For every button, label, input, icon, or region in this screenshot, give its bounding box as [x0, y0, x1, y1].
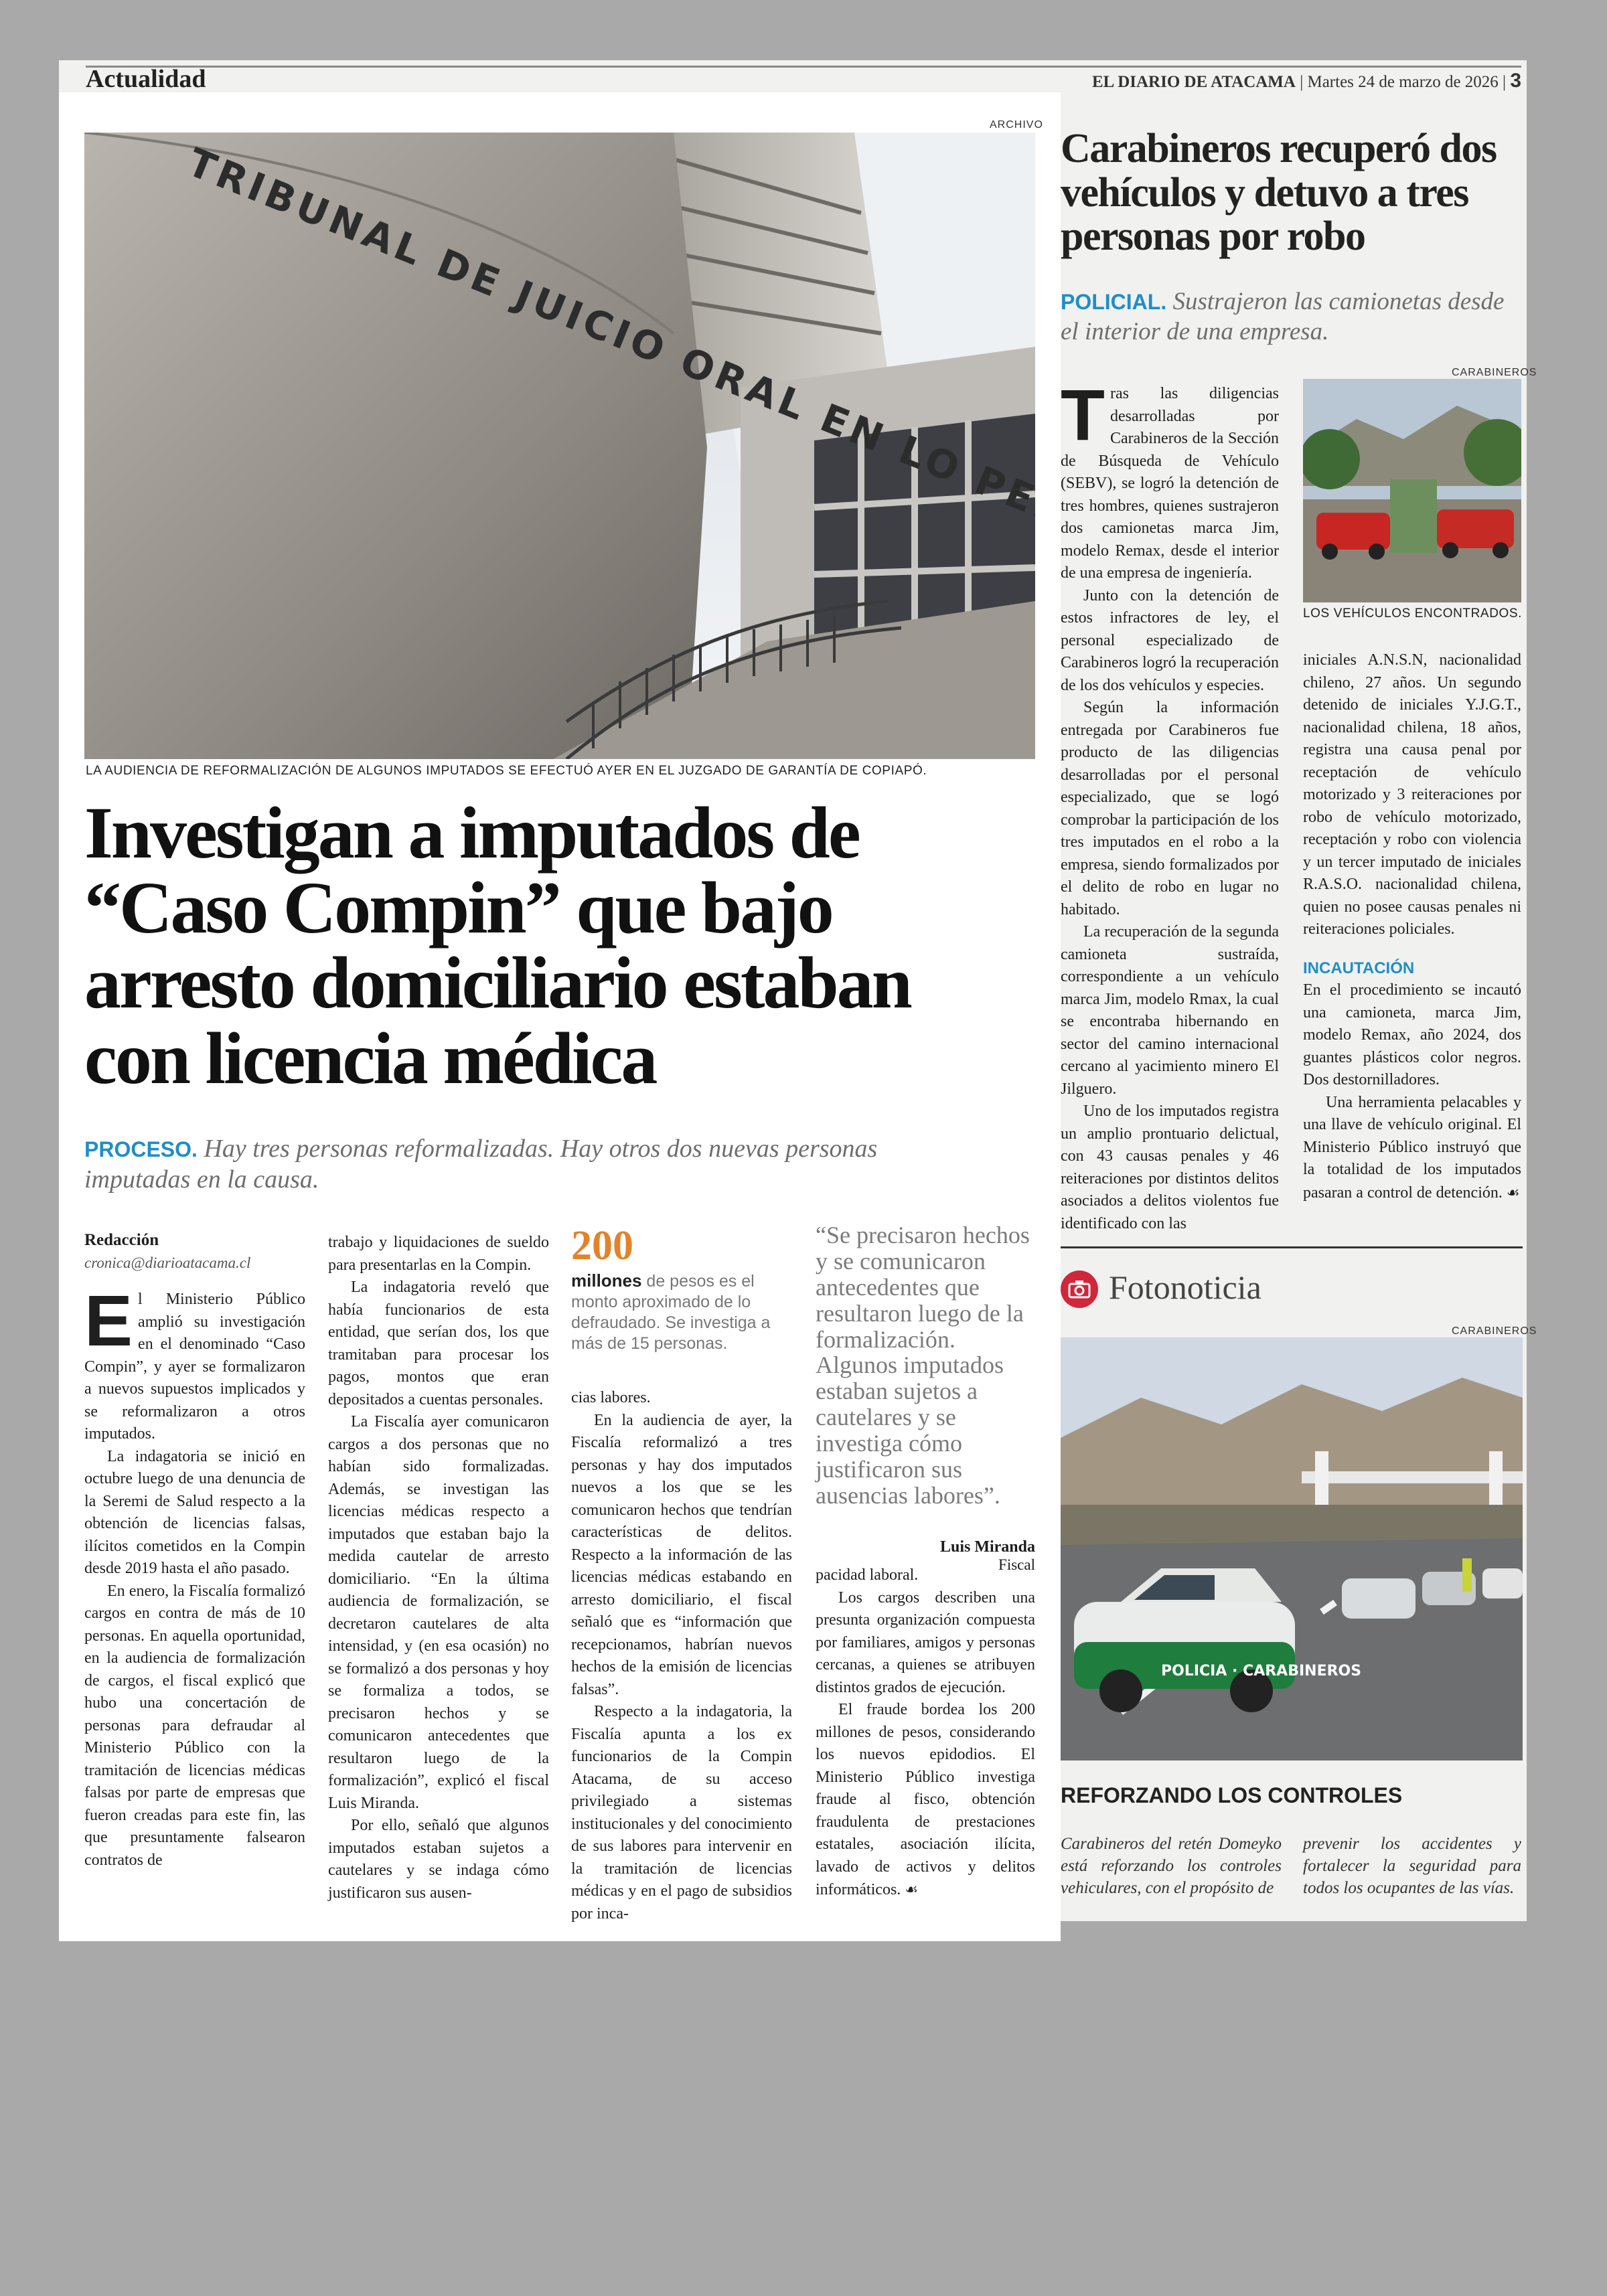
stat-unit: millones: [571, 1270, 642, 1291]
drop-cap: E: [84, 1280, 133, 1361]
main-photo-credit: ARCHIVO: [990, 119, 1043, 131]
roadblock-photo: [1061, 1337, 1523, 1760]
side-lead-text: Sustrajeron las camionetas desde el interior de una empresa.: [1061, 288, 1505, 346]
vehicles-photo: [1303, 379, 1521, 602]
stat-text: [571, 1270, 785, 1354]
side-headline: Carabineros recuperó dos vehículos y detuvo a tres personas por robo: [1061, 126, 1497, 260]
quote-role: Fiscal: [998, 1556, 1035, 1573]
main-photo: [84, 133, 1035, 759]
newspaper-name: EL DIARIO DE ATACAMA: [1091, 73, 1296, 91]
masthead: EL DIARIO DE ATACAMA | Martes 24 de marzo de 2026 | 3: [1091, 70, 1521, 92]
stat-box: [571, 1225, 785, 1354]
side-kicker: POLICIAL.: [1061, 290, 1167, 314]
courthouse-photo: [84, 133, 1035, 759]
main-lead: [84, 1133, 975, 1196]
side-column-1: [1061, 374, 1279, 1235]
paragraph: Respecto a la indagatoria, la Fiscalía apunta a los ex funcionarios de la Compin Atacama, de su acceso privilegiado a sistemas institucionales y del conocimiento de sus labores para intervenir en la tramitación de licencias médicas y en el pago de subsidios por inca-: [571, 1703, 792, 1922]
fotonoticia-caption-left: Carabineros del retén Domeyko está reforzando los controles vehiculares, con el propósito de: [1061, 1835, 1282, 1897]
fotonoticia-credit: CARABINEROS: [1452, 1325, 1537, 1337]
paragraph: pacidad laboral.: [816, 1566, 919, 1584]
paragraph: Uno de los imputados registra un amplio prontuario delictual, con 43 causas penales y 46 reiteraciones por distintos delitos asociados a delitos violentos fue identificado con las: [1061, 1102, 1279, 1232]
side-photo-caption: LOS VEHÍCULOS ENCONTRADOS.: [1303, 606, 1523, 621]
courthouse-sign-text: TRIBUNAL DE JUICIO ORAL EN LO PENAL: [181, 139, 1035, 560]
camera-icon: [1061, 1270, 1098, 1308]
paragraph: Junto con la detención de estos infractores de ley, el personal especializado de Carabineros logró la recuperación de los dos vehículos y especies.: [1061, 586, 1279, 694]
end-mark-icon: ☙: [1506, 1183, 1520, 1201]
paragraph: El Ministerio Público amplió su investigación en el denominado “Caso Compin”, y ayer se formalizaron a nuevos supuestos implicados y se reformalizaron a otros imputados.: [84, 1280, 305, 1443]
byline-name: Redacción: [84, 1231, 159, 1249]
quote-author: Luis Miranda: [939, 1538, 1035, 1556]
lead-text: Hay tres personas reformalizadas. Hay otros dos nuevas personas imputadas en la causa.: [84, 1135, 878, 1194]
drop-cap: T: [1061, 374, 1105, 455]
section-divider: [1061, 1246, 1523, 1248]
paragraph: Una herramienta pelacables y una llave de vehículo original. El Ministerio Público instruyó que la totalidad de los imputados pasaran a control de detención. ☙: [1303, 1093, 1521, 1202]
police-car-text: POLICIA · CARABINEROS: [1161, 1663, 1362, 1679]
side-subhead: INCAUTACIÓN: [1303, 959, 1415, 977]
paragraph: La Fiscalía ayer comunicaron cargos a dos personas que no habían sido formalizadas. Además, se investigan las licencias médicas respecto a imputados que estaban bajo la medida cautelar de arresto domiciliario. “En la última audiencia de formalización, se decretaron cautelares de alta intensidad, y (en esa ocasión) no se formalizó a dos personas y hoy se formaliza a todos, se precisaron hechos y se comunicaron antecedentes que resultaron luego de la formalización”, explicó el fiscal Luis Miranda.: [328, 1413, 549, 1812]
fotonoticia-header: [1061, 1269, 1523, 1309]
paragraph: Los cargos describen una presunta organización compuesta por familiares, amigos y personas cercanas, a quienes se atribuyen distintos grados de ejecución.: [816, 1588, 1035, 1696]
paragraph: Por ello, señaló que algunos imputados estaban sujetos a cautelares y se indaga cómo justificaron sus ausen-: [328, 1817, 549, 1902]
side-photo-credit: CARABINEROS: [1452, 367, 1537, 378]
pull-quote: [816, 1222, 1035, 1574]
lead-kicker: PROCESO.: [84, 1137, 198, 1161]
paragraph: La indagatoria reveló que había funcionarios de esta entidad, que serían dos, los que tramitaban para procesar los pagos, montos que eran depositados a cuentas personales.: [328, 1279, 549, 1408]
paragraph: cias labores.: [571, 1389, 651, 1406]
side-column-2: [1303, 649, 1521, 1204]
main-column-1: [84, 1229, 305, 1872]
paragraph: La recuperación de la segunda camioneta sustraída, correspondiente a un vehículo marca Jim, modelo Rmax, la cual se encontraba hibernando en sector del camino internacional cercano al yacimiento minero El Jilguero.: [1061, 923, 1279, 1098]
section-name: Actualidad: [86, 65, 206, 93]
fotonoticia-heading: REFORZANDO LOS CONTROLES: [1061, 1783, 1403, 1807]
fotonoticia-title: Fotonoticia: [1109, 1268, 1261, 1306]
page-number: 3: [1510, 70, 1521, 92]
main-column-3: [571, 1387, 792, 1925]
paragraph: En el procedimiento se incautó una camioneta, marca Jim, modelo Remax, año 2024, dos guantes plásticos color negros. Dos destornilladores.: [1303, 981, 1521, 1088]
paragraph: Según la información entregada por Carabineros fue producto de las diligencias desarrolladas por el personal especializado, que se logó comprobar la participación de los tres imputados en el robo a la empresa, siendo formalizados por el delito de robo en lugar no habitado.: [1061, 699, 1279, 918]
byline-email: cronica@diarioatacama.cl: [84, 1254, 251, 1271]
stat-description: de pesos es el monto aproximado de lo defraudado. Se investiga a más de 15 personas.: [571, 1272, 771, 1353]
side-photo: [1303, 379, 1521, 602]
main-column-4: [816, 1564, 1035, 1902]
header-rule: [86, 66, 1521, 68]
paragraph: trabajo y liquidaciones de sueldo para presentarlas en la Compin.: [328, 1234, 549, 1274]
end-mark-icon: ☙: [905, 1881, 919, 1898]
paragraph: Tras las diligencias desarrolladas por Carabineros de la Sección de Búsqueda de Vehículo (SEBV), se logró la detención de tres hombres, quienes sustrajeron dos camionetas marca Jim, modelo Remax, desde el interior de una empresa de ingeniería.: [1061, 374, 1279, 582]
fotonoticia-caption-right: prevenir los accidentes y fortalecer la seguridad para todos los ocupantes de las vías.: [1303, 1835, 1521, 1897]
paragraph: iniciales A.N.S.N, nacionalidad chileno, 27 años. Un segundo detenido de iniciales Y.J.G.T., nacionalidad chilena, 18 años, registra una causa penal por receptación de vehículo motorizado y 3 reiteraciones por robo de vehículo motorizado, receptación y robo con violencia y un tercer imputado de iniciales R.A.S.O. nacionalidad chilena, quien no posee causas penales ni reiteraciones policiales.: [1303, 651, 1521, 938]
main-photo-caption: LA AUDIENCIA DE REFORMALIZACIÓN DE ALGUNOS IMPUTADOS SE EFECTUÓ AYER EN EL JUZGADO DE GARANTÍA DE COPIAPÓ.: [86, 764, 927, 778]
main-headline: Investigan a imputados de “Caso Compin” que bajo arresto domiciliario estaban con licencia médica: [84, 792, 911, 1099]
main-column-2: [328, 1232, 549, 1904]
paragraph: La indagatoria se inició en octubre luego de una denuncia de la Seremi de Salud respecto a la obtención de licencias falsas, ilícitos cometidos en la Compin desde 2019 hasta el año pasado.: [84, 1447, 305, 1577]
side-lead: [1061, 286, 1523, 347]
paragraph: El fraude bordea los 200 millones de pesos, considerando los nuevos epidodios. El Ministerio Público investiga fraude al fisco, obtención fraudulenta de prestaciones estatales, asociación ilícita, lavado de activos y delitos informáticos. ☙: [816, 1701, 1035, 1898]
paragraph: En la audiencia de ayer, la Fiscalía reformalizó a tres personas y hay dos imputados nuevos a los que se les comunicaron hechos que tendrían características de delitos. Respecto a la información de las licencias médicas estabando en arresto domiciliario, el fiscal señaló que es “información que recepcionamos, habrían nuevos hechos de la emisión de licencias falsas”.: [571, 1411, 792, 1698]
issue-date: Martes 24 de marzo de 2026: [1307, 73, 1499, 91]
stat-number: 200: [571, 1223, 633, 1268]
quote-text: “Se precisaron hechos y se comunicaron antecedentes que resultaron luego de la formalización. Algunos imputados estaban sujetos a cautelares y se investiga cómo justificaron sus ausencias labores”.: [816, 1222, 1030, 1509]
fotonoticia-photo: [1061, 1337, 1523, 1760]
paragraph: En enero, la Fiscalía formalizó cargos en contra de más de 10 personas. En aquella oportunidad, en la audiencia de formalización de cargos, el fiscal explicó que hubo una concertación de personas para defraudar al Ministerio Público con la tramitación de licencias médicas falsas por parte de empresas que fueron creadas para este fin, las que presuntamente falsearon contratos de: [84, 1582, 305, 1869]
